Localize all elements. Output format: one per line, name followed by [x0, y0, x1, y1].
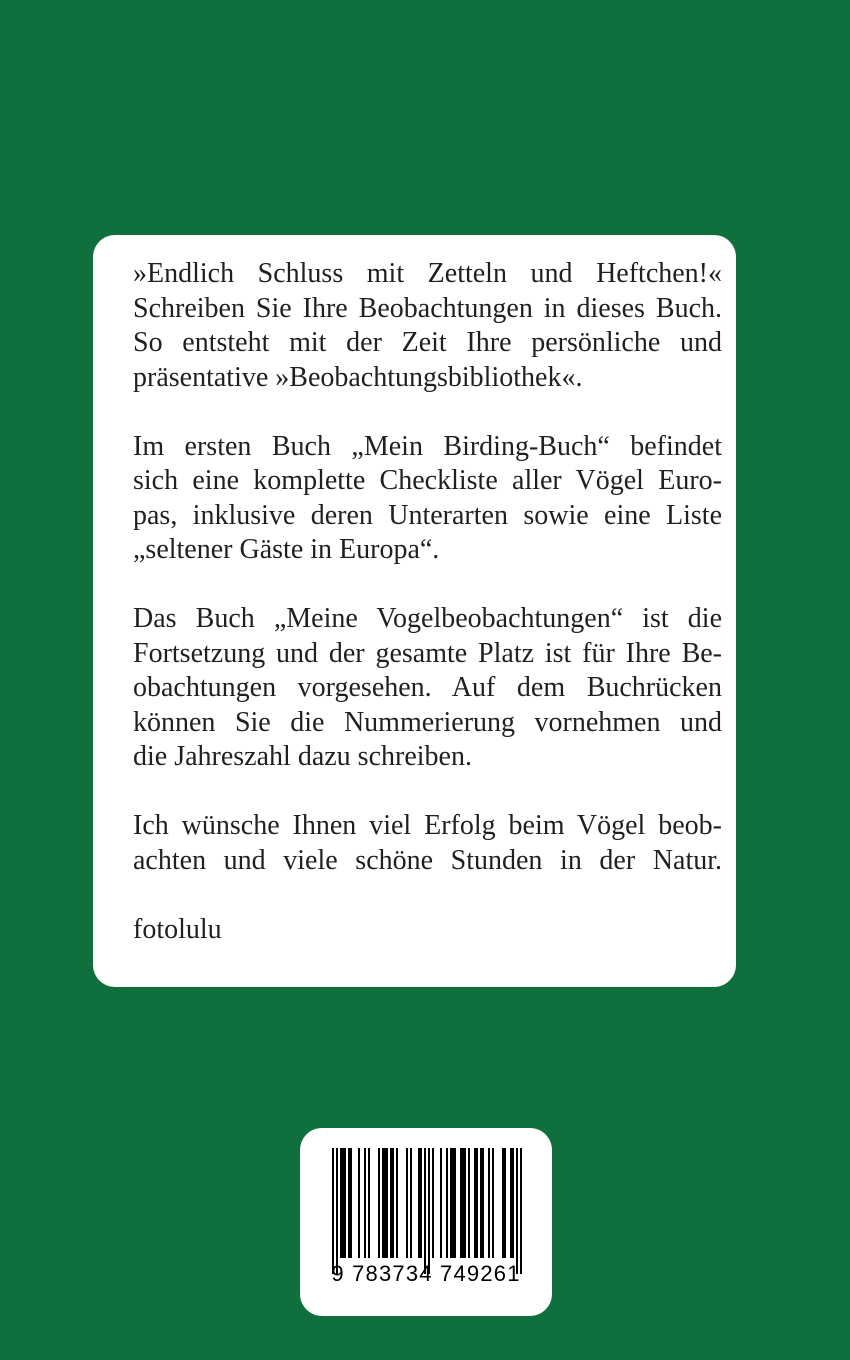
text-line: können Sie die Nummerierung vornehmen und	[133, 706, 722, 738]
barcode-bars	[300, 1128, 552, 1316]
text-line: pas, inklusive deren Unterarten sowie eine Liste	[133, 499, 722, 531]
paragraph-this-book	[133, 602, 722, 775]
barcode-bar	[418, 1148, 422, 1258]
barcode-bar	[410, 1148, 412, 1258]
barcode-bar	[488, 1148, 490, 1258]
barcode-bar	[480, 1148, 484, 1258]
isbn-number: 9 783734 749261	[331, 1261, 521, 1286]
text-line: Ich wünsche Ihnen viel Erfolg beim Vögel beob-	[133, 810, 722, 841]
text-line: So entsteht mit der Zeit Ihre persönliche und	[133, 327, 722, 358]
text-line: präsentative »Beobachtungsbibliothek«.	[133, 361, 583, 393]
paragraph-wishes	[133, 809, 722, 878]
barcode-guard-bar	[424, 1148, 426, 1274]
text-line: sich eine komplette Checkliste aller Vögel Euro-	[133, 465, 722, 496]
barcode-bar	[474, 1148, 478, 1258]
isbn-barcode	[300, 1128, 552, 1316]
barcode-bar	[348, 1148, 352, 1258]
text-line: Im ersten Buch „Mein Birding-Buch“ befindet	[133, 430, 722, 462]
barcode-bar	[432, 1148, 434, 1258]
barcode-bar	[406, 1148, 408, 1258]
barcode-bar	[440, 1148, 442, 1258]
text-line: die Jahreszahl dazu schreiben.	[133, 741, 472, 772]
text-line: »Endlich Schluss mit Zetteln und Heftchen!«	[133, 258, 722, 289]
barcode-guard-bar	[428, 1148, 430, 1274]
barcode-bar	[510, 1148, 514, 1258]
barcode-bar	[460, 1148, 466, 1258]
barcode-bar	[492, 1148, 494, 1258]
barcode-bar	[340, 1148, 346, 1258]
text-line: achten und viele schöne Stunden in der Natur.	[133, 844, 722, 876]
back-cover-text-card	[93, 235, 736, 987]
barcode-bar	[368, 1148, 370, 1258]
barcode-bar	[390, 1148, 394, 1258]
text-line: Das Buch „Meine Vogelbeobachtungen“ ist die	[133, 603, 722, 634]
barcode-bar	[468, 1148, 470, 1258]
author-signature: fotolulu	[133, 913, 222, 945]
barcode-bar	[364, 1148, 366, 1258]
text-line: „seltener Gäste in Europa“.	[133, 534, 440, 565]
paragraph-signature	[133, 913, 722, 948]
barcode-guard-bar	[520, 1148, 522, 1274]
text-line: Schreiben Sie Ihre Beobachtungen in dieses Buch.	[133, 292, 722, 324]
text-line: obachtungen vorgesehen. Auf dem Buchrücken	[133, 672, 722, 703]
paragraph-first-book	[133, 430, 722, 568]
barcode-bar	[382, 1148, 388, 1258]
barcode-bar	[446, 1148, 448, 1258]
barcode-bar	[396, 1148, 398, 1258]
barcode-guard-bar	[332, 1148, 334, 1274]
barcode-bar	[378, 1148, 380, 1258]
barcode-bar	[502, 1148, 506, 1258]
barcode-bar	[358, 1148, 360, 1258]
paragraph-intro	[133, 257, 722, 395]
barcode-guard-bar	[336, 1148, 338, 1274]
barcode-bar	[450, 1148, 456, 1258]
barcode-guard-bar	[516, 1148, 518, 1274]
text-line: Fortsetzung und der gesamte Platz ist für Ihre Be-	[133, 637, 722, 669]
